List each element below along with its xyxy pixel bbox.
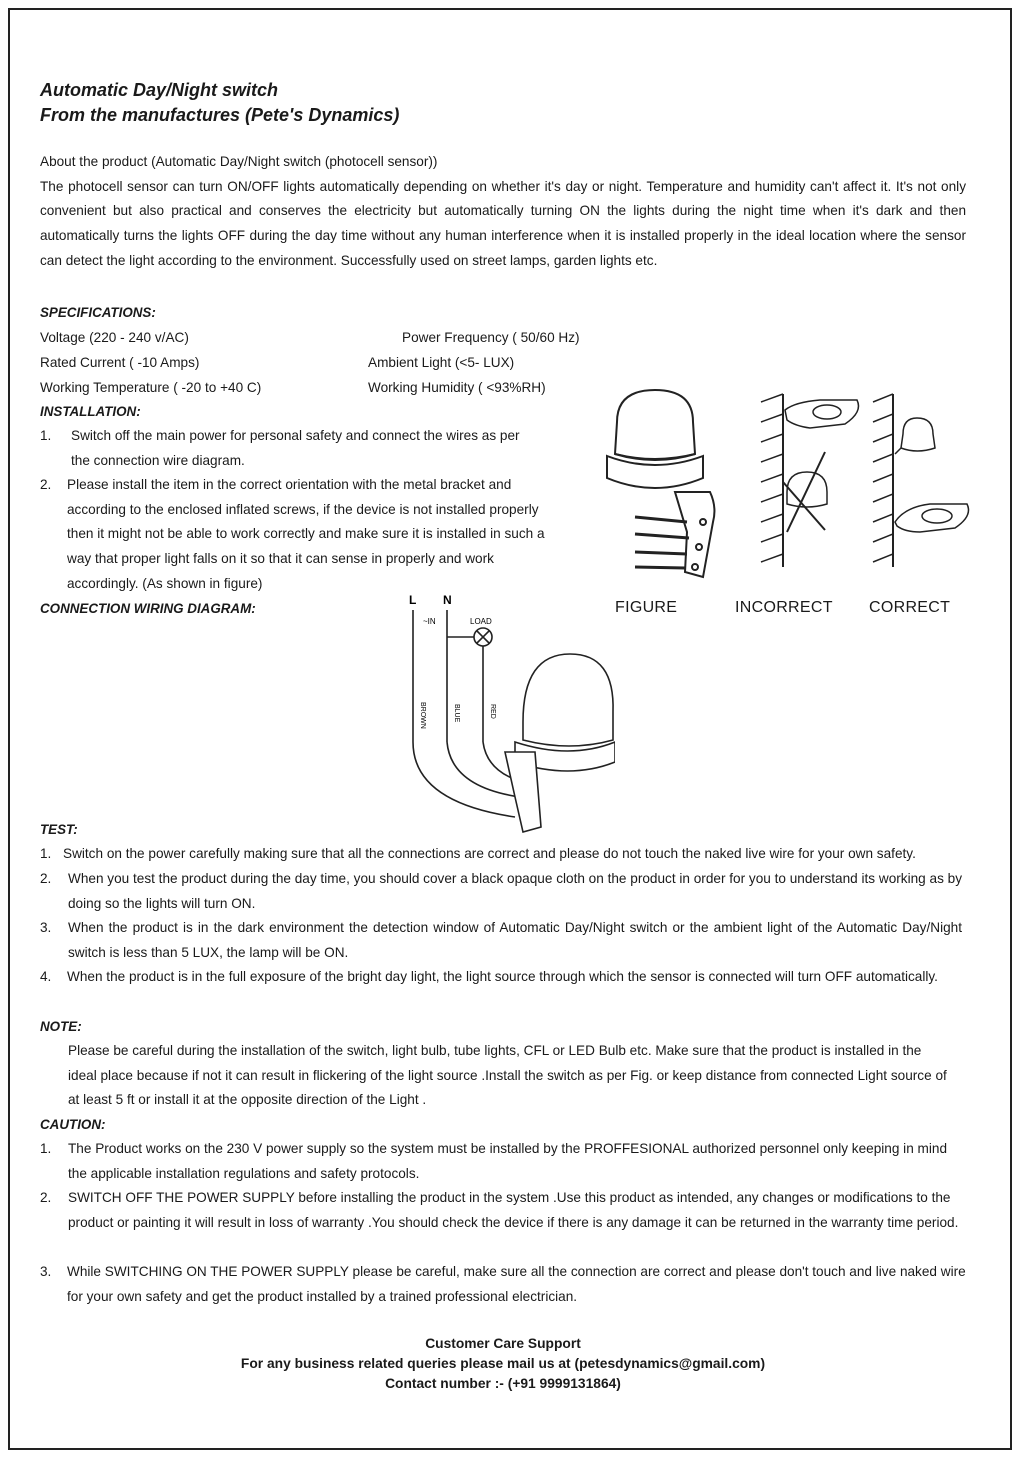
wiring-label-l: L	[409, 593, 417, 607]
wiring-diagram	[395, 592, 615, 840]
list-text: When you test the product during the day time, you should cover a black opaque cloth on the product in order for you to understand its working as by doing so the lights will turn ON.	[68, 871, 962, 911]
incorrect-illustration	[761, 394, 859, 567]
about-heading: About the product (Automatic Day/Night switch (photocell sensor))	[40, 154, 438, 169]
caution-item	[40, 1260, 966, 1309]
installation-item	[40, 473, 545, 597]
caution-item	[40, 1137, 966, 1186]
support-contact-line: Contact number :- (+91 9999131864)	[385, 1376, 621, 1391]
note-heading: NOTE:	[40, 1019, 82, 1034]
spec-working-temperature: Working Temperature ( -20 to +40 C)	[40, 380, 262, 395]
list-text: Switch on the power carefully making sure that all the connections are correct and please do not touch the naked live wire for your own safety.	[63, 846, 916, 861]
wire-blue-label: BLUE	[453, 704, 460, 723]
title-line-2: From the manufactures (Pete's Dynamics)	[40, 105, 400, 125]
installation-item	[40, 424, 525, 473]
note-text: Please be careful during the installation of the switch, light bulb, tube lights, CFL or LED Bulb etc. Make sure that the product is installed in the ideal place because if not it can result in flickering of the light source .Install the switch as per Fig. or keep distance from connected Light source of at least 5 ft or install it at the opposite direction of the Light .	[68, 1043, 947, 1108]
list-text: While SWITCHING ON THE POWER SUPPLY please be careful, make sure all the connection are correct and please don't touch and live naked wire for your own safety and get the product installed by a trained professional electrician.	[67, 1264, 966, 1304]
spec-voltage: Voltage (220 - 240 v/AC)	[40, 330, 189, 345]
spec-rated-current: Rated Current ( -10 Amps)	[40, 355, 200, 370]
list-number: 4.	[40, 969, 52, 984]
correct-illustration	[873, 394, 969, 567]
wiring-label-n: N	[443, 593, 452, 607]
customer-support-block	[0, 1334, 1006, 1394]
spec-ambient-light: Ambient Light (<5- LUX)	[368, 355, 515, 370]
list-number: 1.	[40, 846, 52, 861]
test-item	[40, 867, 962, 916]
list-text: When the product is in the dark environment the detection window of Automatic Day/Night switch or the ambient light of the Automatic Day/Night switch is less than 5 LUX, the lamp will be ON.	[68, 920, 962, 960]
list-number: 3.	[40, 1264, 52, 1279]
title-line-1: Automatic Day/Night switch	[40, 80, 279, 100]
list-text: Switch off the main power for personal safety and connect the wires as per the connection wire diagram.	[71, 428, 520, 468]
wire-red-label: RED	[489, 704, 496, 719]
list-number: 2.	[40, 871, 52, 886]
test-item	[40, 965, 962, 990]
list-number: 1.	[40, 1141, 52, 1156]
about-section	[40, 150, 966, 274]
list-text: When the product is in the full exposure of the bright day light, the light source through which the sensor is connected will turn OFF automatically.	[67, 969, 938, 984]
spec-working-humidity: Working Humidity ( <93%RH)	[368, 380, 546, 395]
sensor-with-bracket-illustration	[607, 390, 714, 577]
installation-heading: INSTALLATION:	[40, 404, 141, 419]
document-title	[40, 78, 399, 128]
caution-item	[40, 1186, 972, 1235]
incorrect-label: INCORRECT	[735, 599, 833, 616]
list-number: 3.	[40, 920, 52, 935]
wiring-label-in: ~IN	[423, 617, 436, 626]
wiring-diagram-heading: CONNECTION WIRING DIAGRAM:	[40, 601, 256, 616]
list-text: The Product works on the 230 V power supply so the system must be installed by the PROFFESIONAL authorized personnel only keeping in mind the applicable installation regulations and safety protocols.	[68, 1141, 948, 1181]
spec-power-frequency: Power Frequency ( 50/60 Hz)	[402, 330, 580, 345]
list-text: Please install the item in the correct orientation with the metal bracket and according to the enclosed inflated screws, if the device is not installed properly then it might not be able to work correctly and make sure it is installed in such a way that proper light falls on it so that it can sense in properly and work accordingly. (As shown in figure)	[67, 477, 545, 591]
list-text: SWITCH OFF THE POWER SUPPLY before installing the product in the system .Use this product as intended, any changes or modifications to the product or painting it will result in loss of warranty .You should check the device if there is any damage it can be returned in the warranty time period.	[68, 1190, 959, 1230]
support-email-line: For any business related queries please mail us at (petesdynamics@gmail.com)	[240, 1356, 766, 1371]
wiring-label-load: LOAD	[470, 617, 492, 626]
test-item	[40, 916, 962, 965]
list-number: 1.	[40, 428, 52, 443]
wire-brown-label: BROWN	[419, 702, 426, 729]
list-number: 2.	[40, 1190, 52, 1205]
correct-label: CORRECT	[869, 599, 951, 616]
specifications-heading: SPECIFICATIONS:	[40, 305, 156, 320]
test-item	[40, 842, 966, 867]
caution-heading: CAUTION:	[40, 1117, 106, 1132]
installation-figures	[595, 382, 975, 587]
about-body: The photocell sensor can turn ON/OFF lights automatically depending on whether it's day or night. Temperature and humidity can't affect it. It's not only convenient but also practical and conserves the electricity but automatically turning ON the lights during the night time when it's dark and then automatically turns the lights OFF during the day time without any human interference when it is installed properly in the ideal location where the sensor can detect the light according to the environment. Successfully used on street lamps, garden lights etc.	[40, 178, 966, 268]
figure-label: FIGURE	[615, 599, 678, 616]
support-title: Customer Care Support	[425, 1336, 581, 1351]
list-number: 2.	[40, 477, 52, 492]
test-heading: TEST:	[40, 822, 78, 837]
